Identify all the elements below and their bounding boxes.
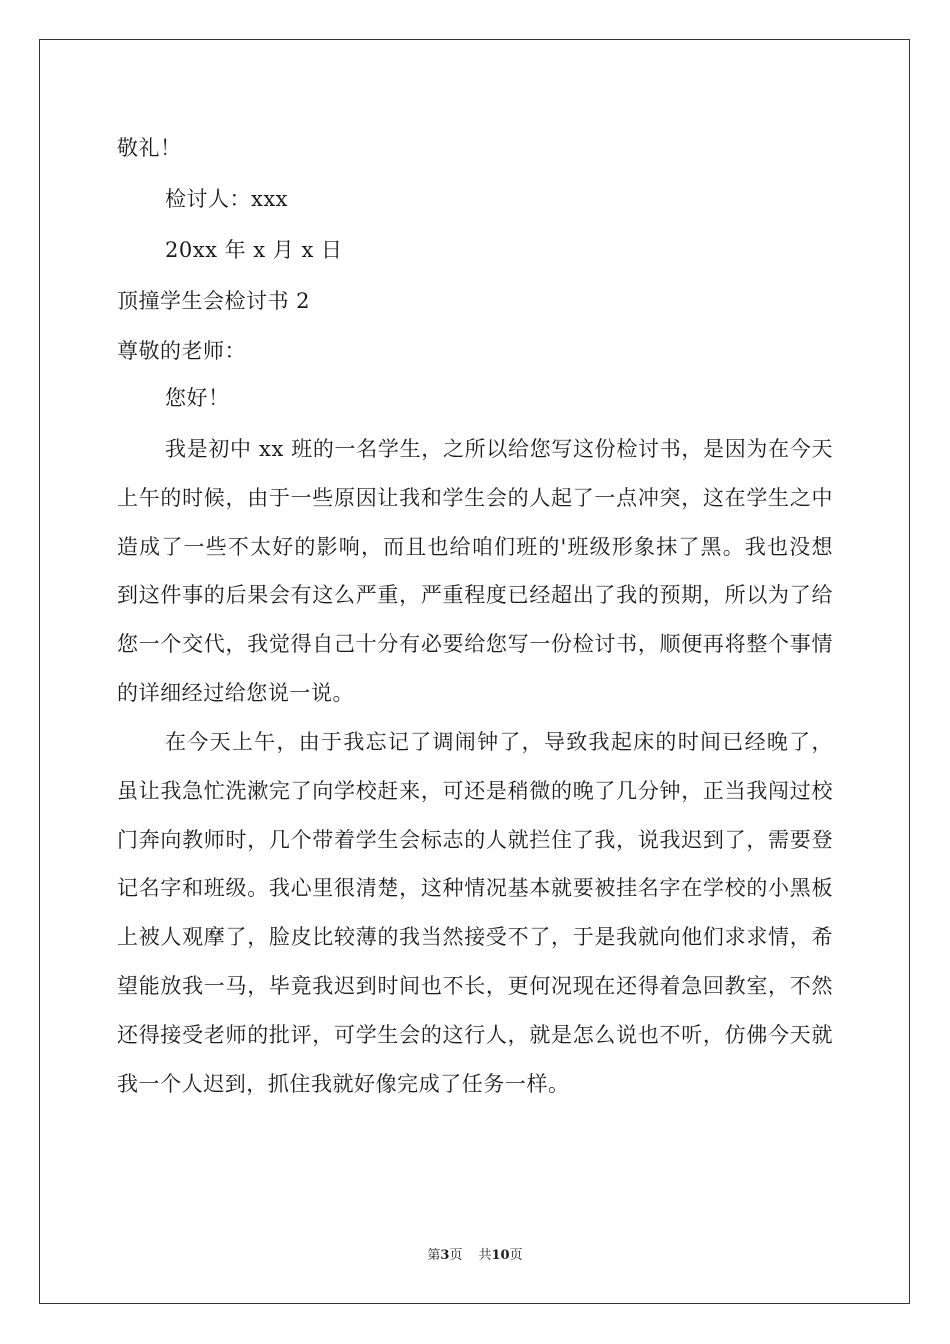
page-footer bbox=[0, 1247, 950, 1265]
paragraph-1: 我是初中 xx 班的一名学生，之所以给您写这份检讨书，是因为在今天上午的时候，由于一些原因让我和学生会的人起了一点冲突，这在学生之中造成了一些不太好的影响，而且也给咱们班的'班级形象抹了黑。我也没想到这件事的后果会有这么严重，严重程度已经超出了我的预期，所以为了给您一个交代，我觉得自己十分有必要给您写一份检讨书，顺便再将整个事情的详细经过给您说一说。 bbox=[117, 437, 833, 705]
salutation: 尊敬的老师： bbox=[117, 339, 246, 363]
date-line: 20xx 年 x 月 x 日 bbox=[165, 238, 343, 262]
closing-line: 敬礼！ bbox=[117, 136, 182, 160]
page-number: 3 bbox=[440, 1248, 450, 1263]
greeting: 您好！ bbox=[165, 386, 230, 410]
section-title: 顶撞学生会检讨书 2 bbox=[117, 289, 311, 313]
paragraph-2: 在今天上午，由于我忘记了调闹钟了，导致我起床的时间已经晚了，虽让我急忙洗漱完了向学校赶来，可还是稍微的晚了几分钟，正当我闯过校门奔向教师时，几个带着学生会标志的人就拦住了我，说我迟到了，需要登记名字和班级。我心里很清楚，这种情况基本就要被挂名字在学校的小黑板上被人观摩了，脸皮比较薄的我当然接受不了，于是我就向他们求求情，希望能放我一马，毕竟我迟到时间也不长，更何况现在还得着急回教室，不然还得接受老师的批评，可学生会的这行人，就是怎么说也不听，仿佛今天就我一个人迟到，抓住我就好像完成了任务一样。 bbox=[117, 730, 833, 1096]
signature-line: 检讨人：xxx bbox=[165, 187, 289, 211]
total-prefix: 共 bbox=[478, 1248, 492, 1263]
total-suffix: 页 bbox=[509, 1248, 523, 1263]
page-suffix: 页 bbox=[449, 1248, 463, 1263]
total-pages: 10 bbox=[491, 1248, 510, 1263]
page-prefix: 第 bbox=[427, 1248, 441, 1263]
